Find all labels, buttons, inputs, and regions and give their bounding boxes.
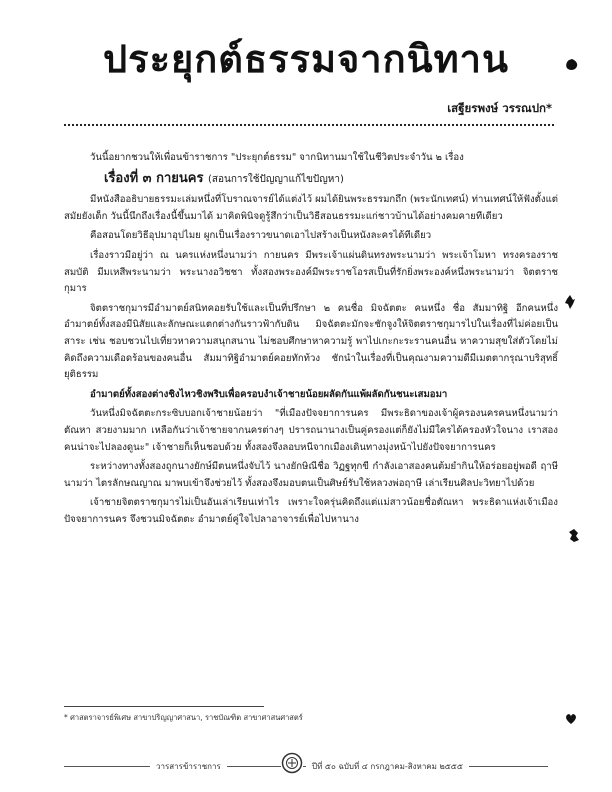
body-paragraph: จิตตราชกุมารมีอำมาตย์สนิทคอยรับใช้และเป็นที่ปรึกษา ๒ คนชื่อ มิจฉัตตะ คนหนึ่ง ชื่อ สัมมาทิฐิ อีกคนหนึ่ง อำมาตย์ทั้งสองมีนิสัยและลักษณะแตกต่างกันราวฟ้ากับดิน มิจฉัตตะมักจะชักจูงให้จิตตราชกุมารไปในเรื่องที่ไม่ค่อยเป็นสาระ เช่น ชอบชวนไปเที่ยวหาความสนุกสนาน ไม่ชอบศึกษาหาความรู้ พาไปเกะกะระรานคนอื่น หาความสุขใส่ตัวโดยไม่คิดถึงความเดือดร้อนของคนอื่น สัมมาทิฐิอำมาตย์คอยทักท้วง ชักนำในเรื่องที่เป็นคุณงามความดีมีเมตตากรุณาบริสุทธิ์ยุติธรรม [64, 302, 558, 381]
body-paragraph: วันหนึ่งมิจฉัตตะกระซิบบอกเจ้าชายน้อยว่า "ที่เมืองปัจจยาการนคร มีพระธิดาของเจ้าผู้ครองนครคนหนึ่งนามว่า ตัณหา สวยงามมาก เหลือกันว่าเจ้าชายจากนครต่างๆ ปรารถนานางเป็นคู่ครองแต่ก็ยังไม่มีใครได้ครองหัวใจนาง เราสองคนน่าจะไปลองดูนะ" เจ้าชายก็เห็นชอบด้วย ทั้งสองจึงลอบหนีจากเมืองเดินทางมุ่งหน้าไปยังปัจจยาการนคร [64, 408, 558, 453]
footer-logo-icon [281, 752, 303, 774]
body-paragraph: คือสอนโดยวิธีอุปมาอุปไมย ผูกเป็นเรื่องราวขนาดเอาไปสร้างเป็นหนังละครได้ทีเดียว [90, 230, 432, 242]
intro-paragraph: วันนี้อยากชวนให้เพื่อนข้าราชการ "ประยุกต์ธรรม" จากนิทานมาใช้ในชีวิตประจำวัน ๒ เรื่อง [90, 152, 464, 163]
body-paragraph: มีหนังสืออธิบายธรรมะเล่มหนึ่งที่โบราณจารย์ได้แต่งไว้ ผมได้ยินพระธรรมกถึก (พระนักเทศน์) ท่านเทศน์ให้ฟังตั้งแต่สมัยยังเด็ก วันนี้นึกถึงเรื่องนี้ขึ้นมาได้ มาคิดพินิจดูรู้สึกว่าเป็นวิธีสอนธรรมะแก่ชาวบ้านได้อย่างคมคายทีเดียว [64, 194, 559, 222]
ink-blot-icon [565, 58, 579, 72]
article-title: ประยุกต์ธรรมจากนิทาน [103, 37, 509, 81]
story-title: เรื่องที่ ๓ กายนคร [104, 170, 204, 186]
body-paragraph: ระหว่างทางทั้งสองถูกนางยักษ์มีตนหนึ่งจับไว้ นางยักษิณีชื่อ วิฏฐทุกขี กำลังเอาสองคนต้มยำกินให้อร่อยอยู่พอดี ฤาษีนามว่า ไตรลักษณญาณ มาพบเข้าจึงช่วยไว้ ทั้งสองจึงมอบตนเป็นศิษย์รับใช้หลวงพ่อฤาษี เล่าเรียนศิลปะวิทยาไปด้วย [64, 461, 558, 489]
footer-publication: วารสารข้าราชการ [150, 760, 227, 773]
footnote: * ศาสตราจารย์พิเศษ สาขาปริญญาศาสนา, ราชบัณฑิต สาขาศาสนศาสตร์ [64, 713, 303, 722]
story-subtitle: (สอนการใช้ปัญญาแก้ไขปัญหา) [207, 173, 344, 185]
ink-blot-icon [568, 528, 580, 543]
page-footer [0, 752, 612, 780]
dotted-divider [64, 124, 554, 126]
body-paragraph: เจ้าชายจิตตราชกุมารไม่เป็นอันเล่าเรียนเท่าไร เพราะใจครุ่นคิดถึงแต่แม่สาวน้อยชื่อตัณหา พระธิดาแห่งเจ้าเมืองปัจจยาการนคร จึงชวนมิจฉัตตะ อำมาตย์คู่ใจไปลาอาจารย์เพื่อไปหานาง [64, 497, 558, 525]
story-heading [104, 171, 558, 189]
ink-blot-icon [564, 294, 576, 310]
footer-issue: ปีที่ ๕๐ ฉบับที่ ๔ กรกฎาคม-สิงหาคม ๒๕๕๕ [306, 760, 469, 773]
article-body [64, 150, 558, 531]
body-paragraph: เรื่องราวมีอยู่ว่า ณ นครแห่งหนึ่งนามว่า กายนคร มีพระเจ้าแผ่นดินทรงพระนามว่า พระเจ้าโมหา ทรงครองราชสมบัติ มีมเหสีพระนามว่า พระนางอวิชชา ทั้งสองพระองค์มีพระราชโอรสเป็นที่รักยิ่งพระองค์หนึ่งพระนามว่า จิตตราชกุมาร [64, 249, 558, 295]
author-byline: เสฐียรพงษ์ วรรณปก* [447, 101, 552, 115]
ink-blot-icon [564, 712, 578, 726]
body-paragraph: อำมาตย์ทั้งสองต่างชิงไหวชิงพริบเพื่อครอบงำเจ้าชายน้อยผลัดกันแพ้ผลัดกันชนะเสมอมา [90, 388, 448, 400]
footnote-divider [64, 706, 264, 707]
